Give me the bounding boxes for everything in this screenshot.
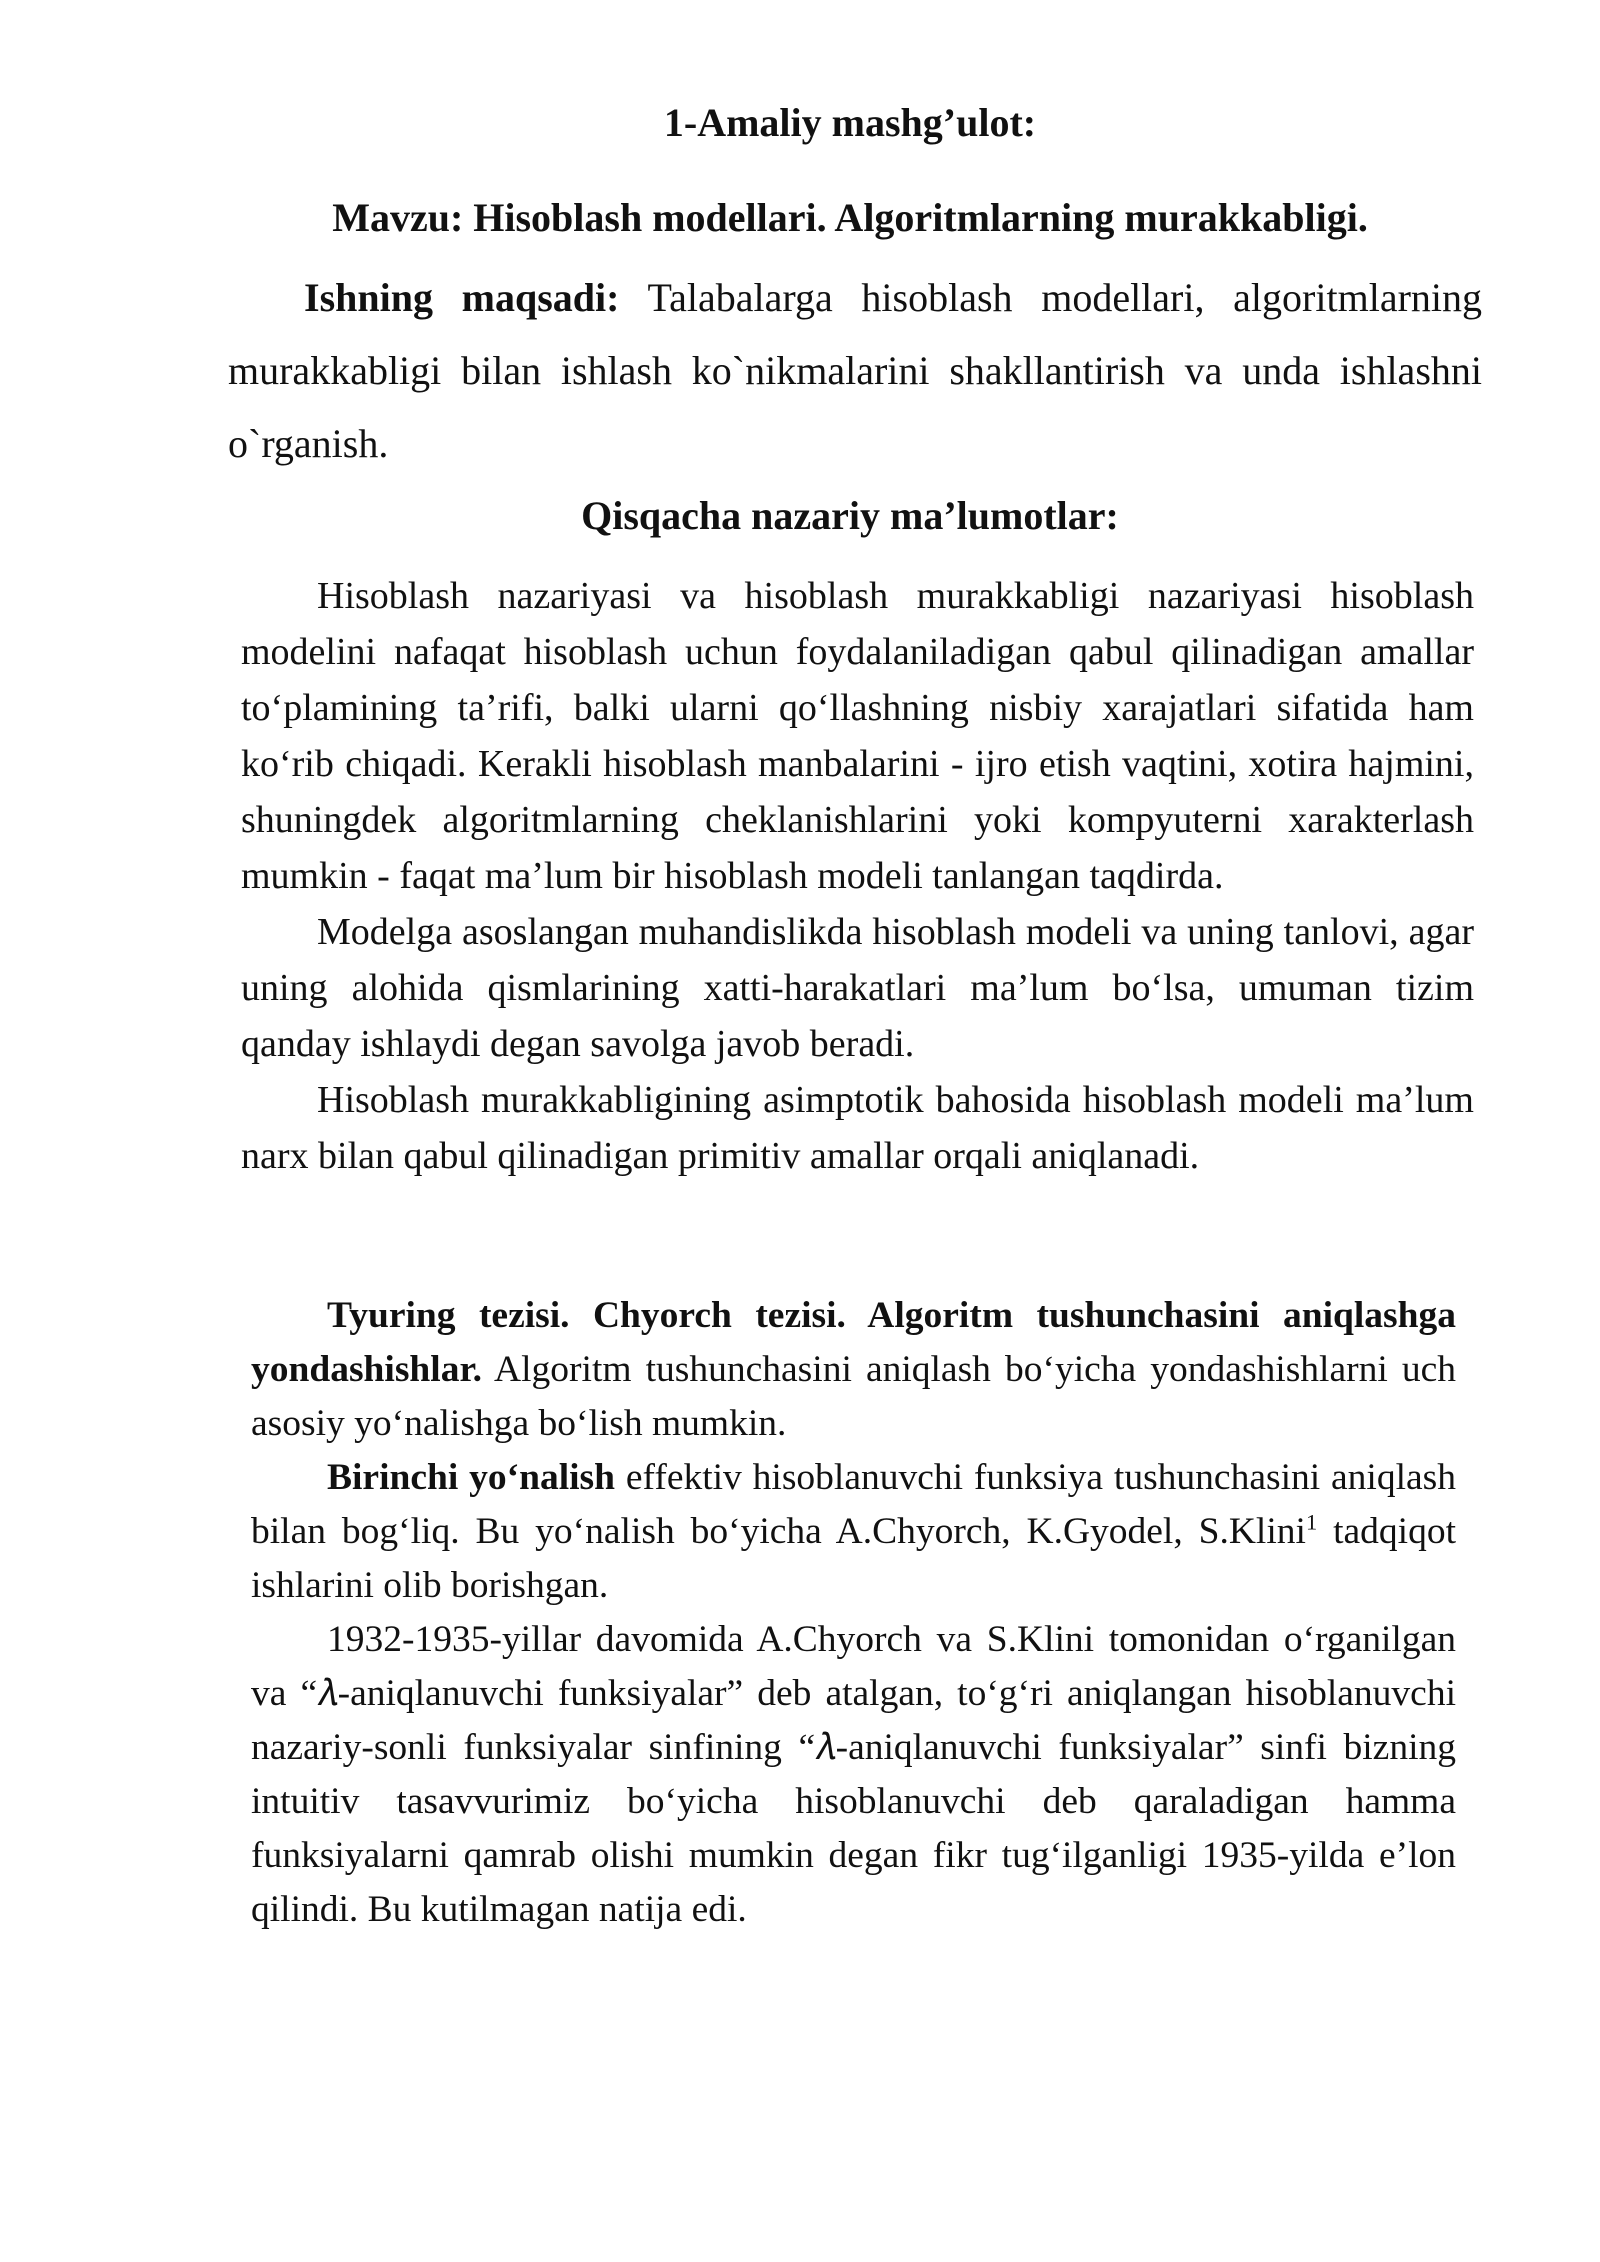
aim-label: Ishning maqsadi: xyxy=(304,275,620,320)
aim-paragraph xyxy=(228,261,1482,480)
topic-heading: Mavzu: Hisoblash modellari. Algoritmlarning murakkabligi. xyxy=(332,195,1368,240)
footnote-marker: 1 xyxy=(1305,1509,1318,1535)
first-direction-label: Birinchi yo‘nalish xyxy=(327,1457,616,1498)
thesis-paragraph xyxy=(251,1289,1456,1451)
thesis-section xyxy=(251,1289,1456,1937)
first-direction-text: effektiv hisoblanuvchi funksiya tushunchasini aniqlash bilan bog‘liq. Bu yo‘nalish bo‘yicha A.Chyorch, K.Gyodel, S.Klini xyxy=(251,1457,1456,1552)
first-direction-text-after: tadqiqot ishlarini olib borishgan. xyxy=(251,1511,1457,1606)
history-paragraph: 1932-1935-yillar davomida A.Chyorch va S.Klini tomonidan o‘rganilgan va “𝜆-aniqlanuvchi funksiyalar” deb atalgan, to‘g‘ri aniqlangan hisoblanuvchi nazariy-sonli funksiyalar sinfining “𝜆-aniqlanuvchi funksiyalar” sinfi bizning intuitiv tasavvurimiz bo‘yicha hisoblanuvchi deb qaraladigan hamma funksiyalarni qamrab olishi mumkin degan fikr tug‘ilganligi 1935-yilda e’lon qilindi. Bu kutilmagan natija edi. xyxy=(251,1619,1456,1930)
theory-section xyxy=(241,568,1474,1184)
theory-paragraph: Hisoblash nazariyasi va hisoblash murakkabligi nazariyasi hisoblash modelini nafaqat hisoblash uchun foydalaniladigan qabul qilinadigan amallar to‘plamining ta’rifi, balki ularni qo‘llashning nisbiy xarajatlari sifatida ham ko‘rib chiqadi. Kerakli hisoblash manbalarini - ijro etish vaqtini, xotira hajmini, shuningdek algoritmlarning cheklanishlarini yoki kompyuterni xarakterlash mumkin - faqat ma’lum bir hisoblash modeli tanlangan taqdirda. xyxy=(241,575,1474,897)
theory-paragraph: Hisoblash murakkabligining asimptotik bahosida hisoblash modeli ma’lum narx bilan qabul qilinadigan primitiv amallar orqali aniqlanadi. xyxy=(241,1079,1474,1177)
aim-text: Talabalarga hisoblash modellari, algoritmlarning murakkabligi bilan ishlash ko`nikmalarini shakllantirish va unda ishlashni o`rganish. xyxy=(228,275,1483,466)
thesis-text: Algoritm tushunchasini aniqlash bo‘yicha yondashishlarni uch asosiy yo‘nalishga bo‘lish mumkin. xyxy=(251,1349,1456,1444)
thesis-heading: Tyuring tezisi. Chyorch tezisi. Algoritm tushunchasini aniqlashga yondashishlar. xyxy=(251,1295,1456,1390)
theory-heading: Qisqacha nazariy ma’lumotlar: xyxy=(581,493,1119,538)
theory-paragraph: Modelga asoslangan muhandislikda hisoblash modeli va uning tanlovi, agar uning alohida qismlarining xatti-harakatlari ma’lum bo‘lsa, umuman tizim qanday ishlaydi degan savolga javob beradi. xyxy=(241,911,1474,1065)
lesson-title: 1-Amaliy mashg’ulot: xyxy=(663,100,1037,145)
first-direction-paragraph xyxy=(251,1451,1456,1613)
